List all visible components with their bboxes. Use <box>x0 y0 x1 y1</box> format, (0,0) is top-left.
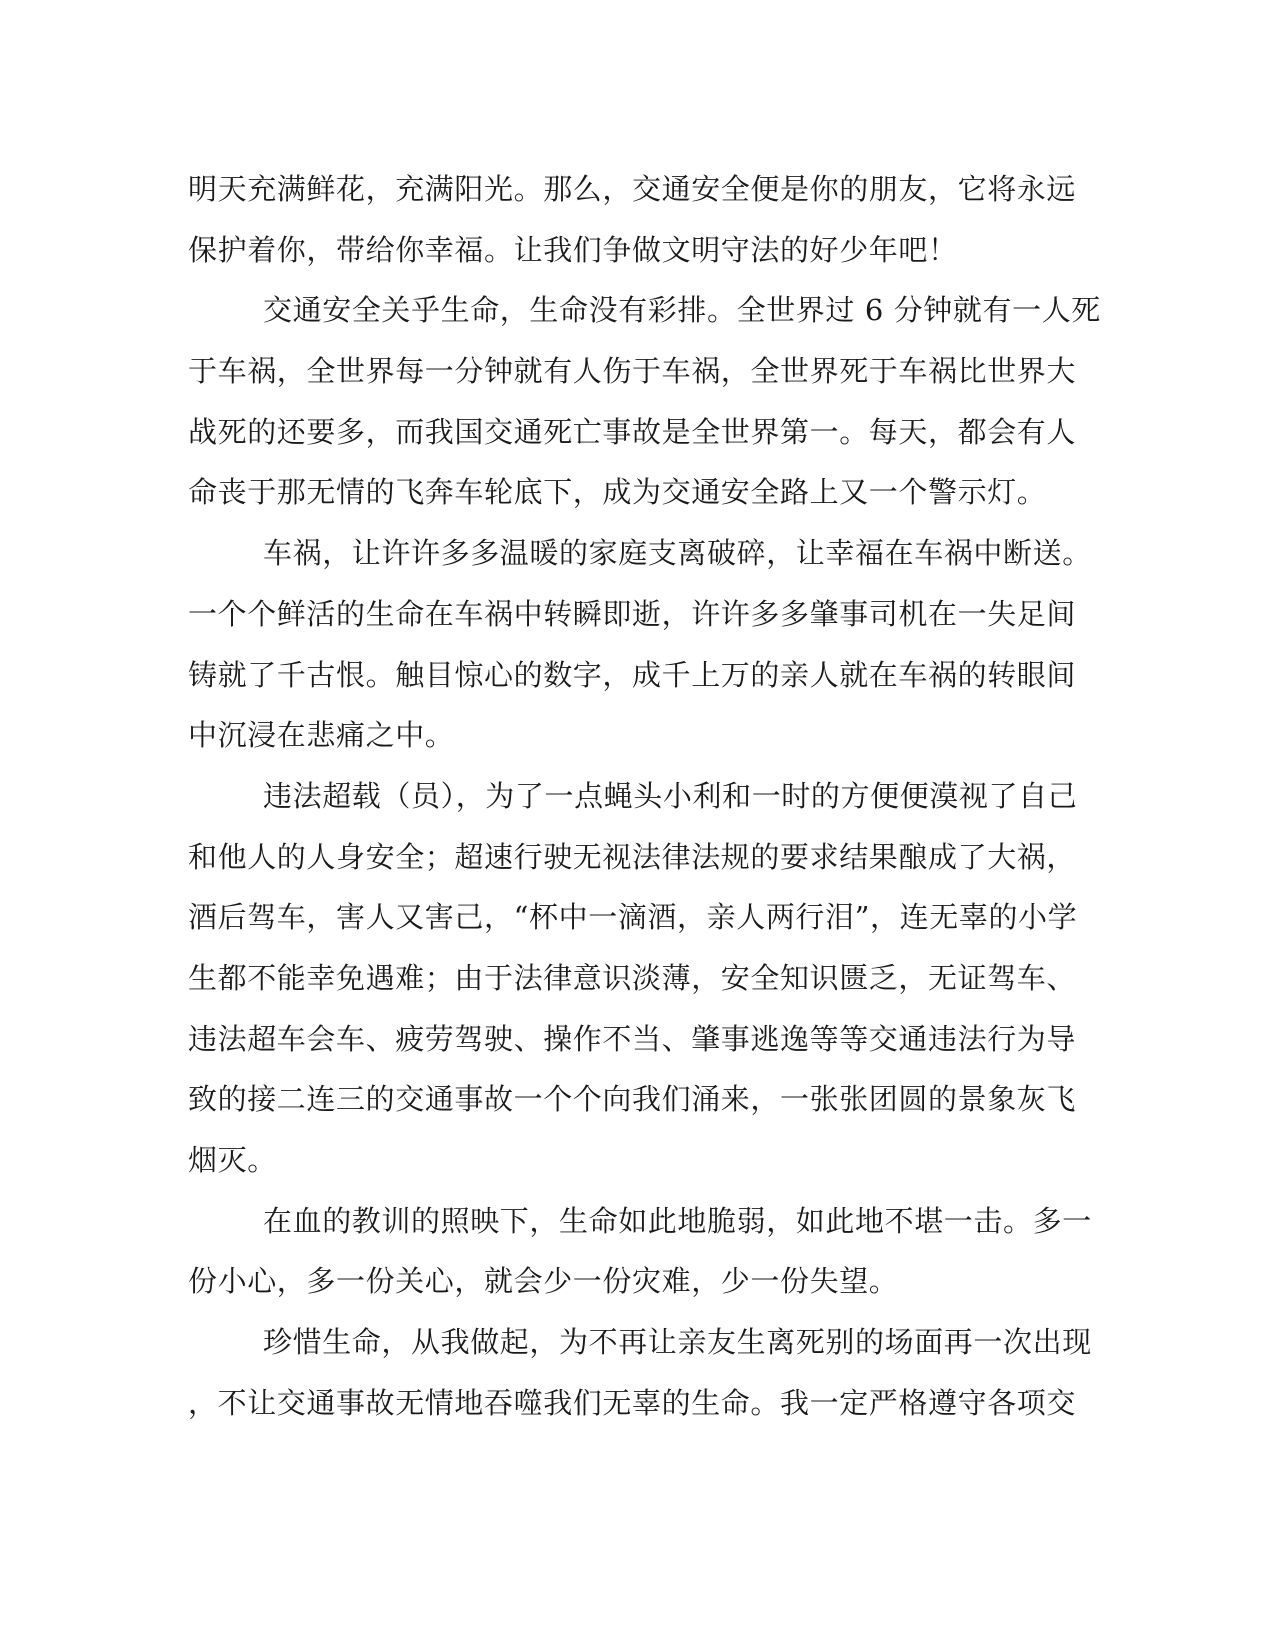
text-line: 命丧于那无情的飞奔车轮底下，成为交通安全路上又一个警示灯。 <box>188 475 1047 510</box>
paragraph-first-line: 违法超载（员），为了一点蝇头小利和一时的方便便漠视了自己 <box>263 778 1078 813</box>
paragraph-first-line: 交通安全关乎生命，生命没有彩排。全世界过 6 分钟就有一人死 <box>263 293 1101 328</box>
text-line: 铸就了千古恨。触目惊心的数字，成千上万的亲人就在车祸的转眼间 <box>188 657 1077 692</box>
text-line: 份小心，多一份关心，就会少一份灾难，少一份失望。 <box>188 1264 899 1299</box>
text-line: 生都不能幸免遇难；由于法律意识淡薄，安全知识匮乏，无证驾车、 <box>188 960 1077 995</box>
text-line: 明天充满鲜花，充满阳光。那么，交通安全便是你的朋友，它将永远 <box>188 172 1077 206</box>
document-body <box>188 159 1101 1433</box>
text-line: ，不让交通事故无情地吞噬我们无辜的生命。我一定严格遵守各项交 <box>188 1385 1077 1420</box>
text-line: 保护着你，带给你幸福。让我们争做文明守法的好少年吧！ <box>188 232 958 267</box>
text-line: 战死的还要多，而我国交通死亡事故是全世界第一。每天，都会有人 <box>188 414 1077 449</box>
text-line: 致的接二连三的交通事故一个个向我们涌来，一张张团圆的景象灰飞 <box>188 1082 1077 1117</box>
paragraph-first-line: 珍惜生命，从我做起，为不再让亲友生离死别的场面再一次出现 <box>263 1325 1092 1360</box>
text-line: 中沉浸在悲痛之中。 <box>188 718 455 753</box>
text-line: 烟灭。 <box>188 1143 277 1177</box>
paragraph-first-line: 车祸，让许许多多温暖的家庭支离破碎，让幸福在车祸中断送。 <box>263 536 1092 571</box>
text-line: 和他人的人身安全；超速行驶无视法律法规的要求结果酿成了大祸， <box>188 839 1077 874</box>
text-line: 于车祸，全世界每一分钟就有人伤于车祸，全世界死于车祸比世界大 <box>188 354 1077 389</box>
text-line: 一个个鲜活的生命在车祸中转瞬即逝，许许多多肇事司机在一失足间 <box>188 596 1077 631</box>
text-line: 酒后驾车，害人又害己，“杯中一滴酒，亲人两行泪”，连无辜的小学 <box>188 900 1078 935</box>
paragraph-first-line: 在血的教训的照映下，生命如此地脆弱，如此地不堪一击。多一 <box>263 1203 1092 1238</box>
text-line: 违法超车会车、疲劳驾驶、操作不当、肇事逃逸等等交通违法行为导 <box>188 1021 1077 1056</box>
